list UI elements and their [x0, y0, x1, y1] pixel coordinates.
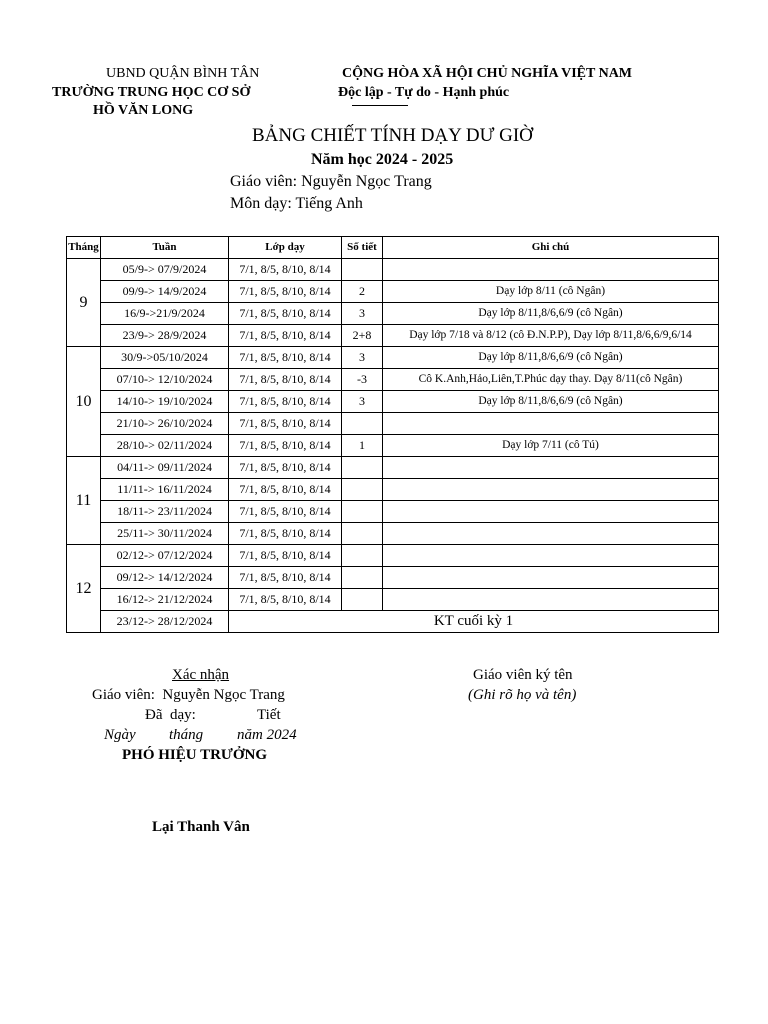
- week-cell: 02/12-> 07/12/2024: [101, 545, 229, 567]
- note-cell: [383, 501, 719, 523]
- periods-cell: 3: [342, 347, 383, 369]
- table-row: [67, 589, 719, 611]
- header-month: Tháng: [67, 237, 101, 259]
- classes-cell: 7/1, 8/5, 8/10, 8/14: [229, 435, 342, 457]
- week-cell: 25/11-> 30/11/2024: [101, 523, 229, 545]
- month-cell: 11: [67, 457, 101, 545]
- date-month: tháng: [169, 727, 204, 743]
- week-cell: 04/11-> 09/11/2024: [101, 457, 229, 479]
- district-name: UBND QUẬN BÌNH TÂN: [106, 66, 260, 81]
- table-row: [67, 347, 719, 369]
- periods-cell: 3: [342, 391, 383, 413]
- national-motto: Độc lập - Tự do - Hạnh phúc: [338, 85, 510, 100]
- table-row: [67, 523, 719, 545]
- note-cell: Dạy lớp 8/11,8/6,6/9 (cô Ngân): [383, 391, 719, 413]
- date-day: Ngày: [104, 727, 136, 743]
- classes-cell: 7/1, 8/5, 8/10, 8/14: [229, 413, 342, 435]
- classes-cell: 7/1, 8/5, 8/10, 8/14: [229, 347, 342, 369]
- header-note: Ghi chú: [383, 237, 719, 259]
- school-name-line2: HỒ VĂN LONG: [93, 103, 194, 118]
- table-header-row: [67, 237, 719, 259]
- week-cell: 21/10-> 26/10/2024: [101, 413, 229, 435]
- note-cell: Dạy lớp 8/11,8/6,6/9 (cô Ngân): [383, 347, 719, 369]
- classes-cell: 7/1, 8/5, 8/10, 8/14: [229, 501, 342, 523]
- week-cell: 23/9-> 28/9/2024: [101, 325, 229, 347]
- periods-cell: 2+8: [342, 325, 383, 347]
- note-cell: [383, 567, 719, 589]
- exam-merged-cell: KT cuối kỳ 1: [229, 611, 719, 633]
- page-title: BẢNG CHIẾT TÍNH DẠY DƯ GIỜ: [252, 125, 533, 146]
- sign-note: (Ghi rõ họ và tên): [468, 687, 577, 703]
- classes-cell: 7/1, 8/5, 8/10, 8/14: [229, 259, 342, 281]
- classes-cell: 7/1, 8/5, 8/10, 8/14: [229, 545, 342, 567]
- classes-cell: 7/1, 8/5, 8/10, 8/14: [229, 567, 342, 589]
- note-cell: [383, 413, 719, 435]
- classes-cell: 7/1, 8/5, 8/10, 8/14: [229, 281, 342, 303]
- classes-cell: 7/1, 8/5, 8/10, 8/14: [229, 325, 342, 347]
- note-cell: [383, 457, 719, 479]
- national-title: CỘNG HÒA XÃ HỘI CHỦ NGHĨA VIỆT NAM: [342, 66, 633, 81]
- teacher-line: Giáo viên: Nguyễn Ngọc Trang: [230, 173, 432, 190]
- table-row: [67, 325, 719, 347]
- periods-cell: [342, 259, 383, 281]
- classes-cell: 7/1, 8/5, 8/10, 8/14: [229, 479, 342, 501]
- note-cell: [383, 479, 719, 501]
- table-row: [67, 435, 719, 457]
- header-classes: Lớp dạy: [229, 237, 342, 259]
- classes-cell: 7/1, 8/5, 8/10, 8/14: [229, 523, 342, 545]
- month-cell: 9: [67, 259, 101, 347]
- week-cell: 30/9->05/10/2024: [101, 347, 229, 369]
- week-cell: 07/10-> 12/10/2024: [101, 369, 229, 391]
- classes-cell: 7/1, 8/5, 8/10, 8/14: [229, 303, 342, 325]
- week-cell: 11/11-> 16/11/2024: [101, 479, 229, 501]
- periods-cell: [342, 413, 383, 435]
- classes-cell: 7/1, 8/5, 8/10, 8/14: [229, 391, 342, 413]
- periods-cell: [342, 523, 383, 545]
- header-week: Tuần: [101, 237, 229, 259]
- periods-cell: 3: [342, 303, 383, 325]
- taught-unit: Tiết: [257, 707, 281, 723]
- vice-principal-name: Lại Thanh Vân: [152, 819, 250, 835]
- periods-cell: [342, 501, 383, 523]
- table-row: [67, 391, 719, 413]
- note-cell: Dạy lớp 8/11 (cô Ngân): [383, 281, 719, 303]
- month-cell: 12: [67, 545, 101, 633]
- classes-cell: 7/1, 8/5, 8/10, 8/14: [229, 589, 342, 611]
- periods-cell: -3: [342, 369, 383, 391]
- school-year: Năm học 2024 - 2025: [311, 151, 454, 168]
- table-row: [67, 611, 719, 633]
- subject-line-wrap: [230, 195, 363, 213]
- table-row: [67, 413, 719, 435]
- table-row: [67, 281, 719, 303]
- periods-cell: [342, 567, 383, 589]
- week-cell: 16/9->21/9/2024: [101, 303, 229, 325]
- week-cell: 16/12-> 21/12/2024: [101, 589, 229, 611]
- motto-underline: [352, 105, 408, 106]
- table-row: [67, 479, 719, 501]
- school-name-line: [52, 85, 251, 101]
- periods-cell: [342, 589, 383, 611]
- table-row: [67, 501, 719, 523]
- classes-cell: 7/1, 8/5, 8/10, 8/14: [229, 369, 342, 391]
- note-cell: [383, 523, 719, 545]
- classes-cell: 7/1, 8/5, 8/10, 8/14: [229, 457, 342, 479]
- header-periods: Số tiết: [342, 237, 383, 259]
- week-cell: 09/9-> 14/9/2024: [101, 281, 229, 303]
- table-row: [67, 457, 719, 479]
- overtime-table: [66, 236, 719, 633]
- subject-line: Môn dạy: Tiếng Anh: [230, 195, 363, 212]
- note-cell: Dạy lớp 7/18 và 8/12 (cô Đ.N.P.P), Dạy lớp 8/11,8/6,6/9,6/14: [383, 325, 719, 347]
- vice-principal-title: PHÓ HIỆU TRƯỞNG: [122, 747, 268, 763]
- periods-cell: [342, 479, 383, 501]
- table-row: [67, 259, 719, 281]
- week-cell: 18/11-> 23/11/2024: [101, 501, 229, 523]
- note-cell: Cô K.Anh,Hảo,Liên,T.Phúc dạy thay. Dạy 8/11(cô Ngân): [383, 369, 719, 391]
- table-row: [67, 369, 719, 391]
- confirm-teacher: Giáo viên: Nguyễn Ngọc Trang: [92, 687, 285, 703]
- periods-cell: [342, 457, 383, 479]
- note-cell: [383, 259, 719, 281]
- week-cell: 28/10-> 02/11/2024: [101, 435, 229, 457]
- note-cell: Dạy lớp 7/11 (cô Tú): [383, 435, 719, 457]
- week-cell: 09/12-> 14/12/2024: [101, 567, 229, 589]
- periods-cell: 1: [342, 435, 383, 457]
- table-row: [67, 567, 719, 589]
- confirm-title: Xác nhận: [172, 667, 230, 683]
- school-name-text: TRƯỜNG TRUNG HỌC CƠ SỞ: [52, 85, 251, 100]
- week-cell: 14/10-> 19/10/2024: [101, 391, 229, 413]
- table-row: [67, 303, 719, 325]
- note-cell: Dạy lớp 8/11,8/6,6/9 (cô Ngân): [383, 303, 719, 325]
- note-cell: [383, 589, 719, 611]
- week-cell: 23/12-> 28/12/2024: [101, 611, 229, 633]
- periods-cell: [342, 545, 383, 567]
- taught-label: Đã dạy:: [145, 707, 196, 723]
- sign-title: Giáo viên ký tên: [473, 667, 573, 683]
- date-year: năm 2024: [237, 727, 297, 743]
- week-cell: 05/9-> 07/9/2024: [101, 259, 229, 281]
- month-cell: 10: [67, 347, 101, 457]
- table-row: [67, 545, 719, 567]
- periods-cell: 2: [342, 281, 383, 303]
- note-cell: [383, 545, 719, 567]
